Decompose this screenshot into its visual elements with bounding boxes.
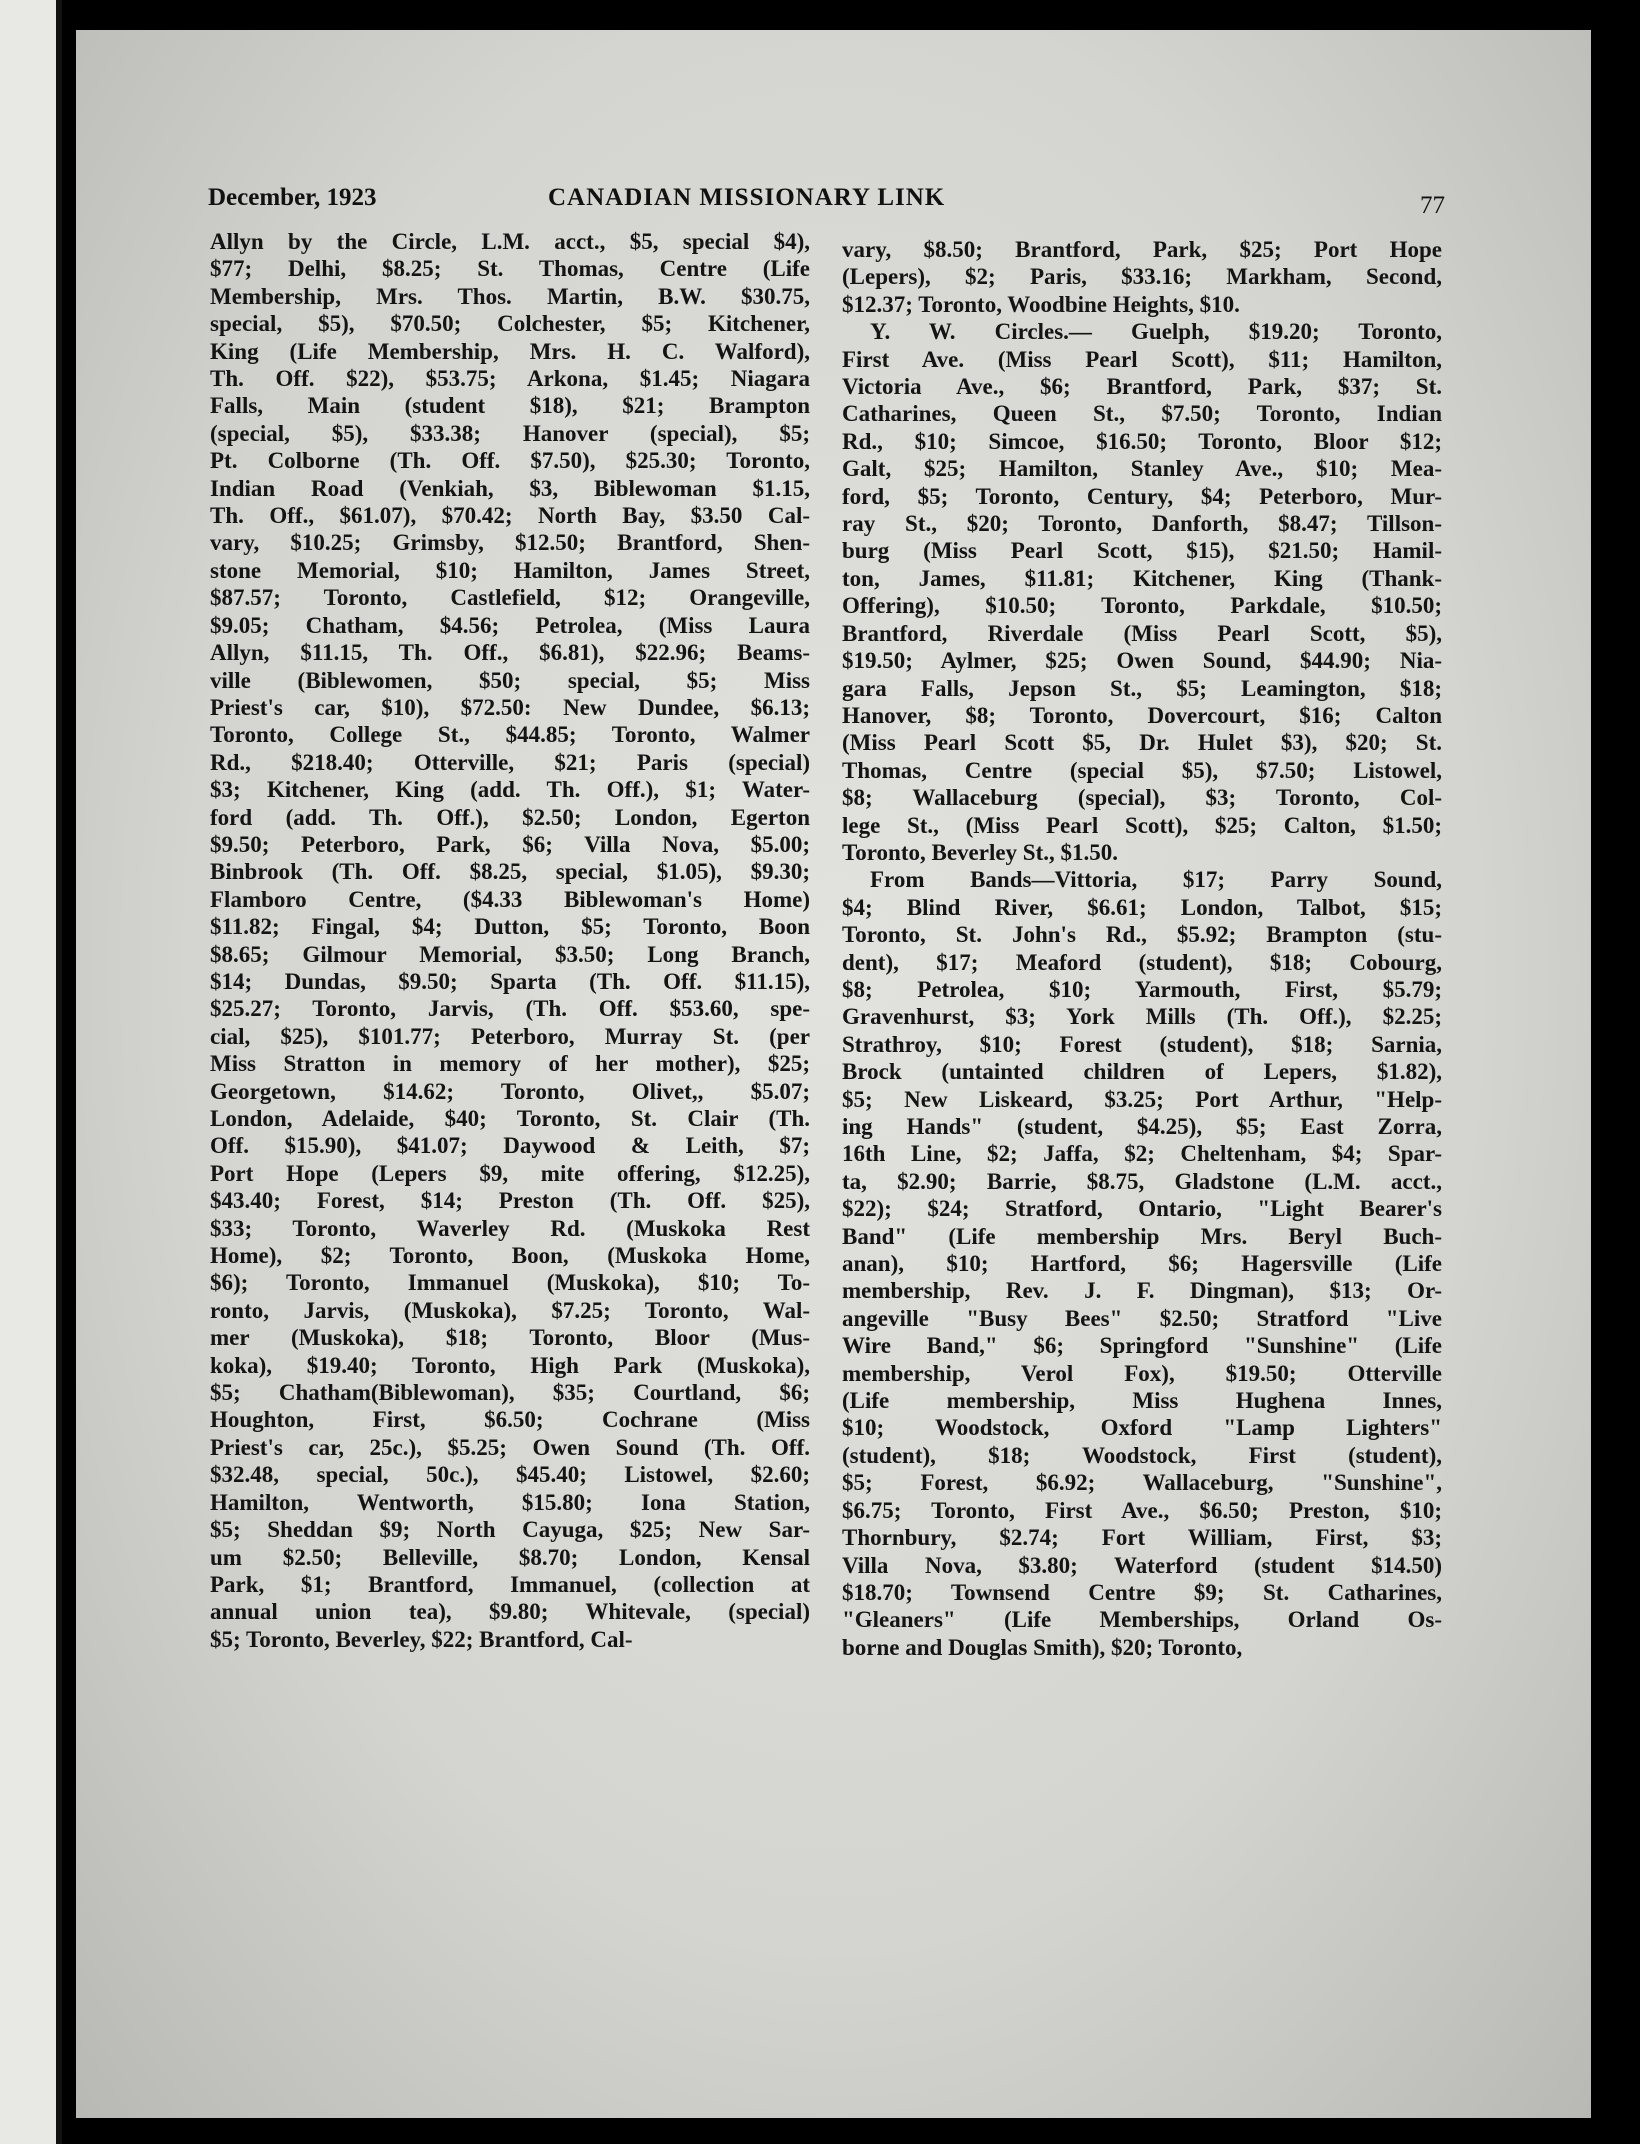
text-line: Off. $15.90), $41.07; Daywood & Leith, $7; xyxy=(210,1133,810,1159)
text-line: Pt. Colborne (Th. Off. $7.50), $25.30; Toronto, xyxy=(210,448,810,474)
text-line: Toronto, St. John's Rd., $5.92; Brampton (stu- xyxy=(842,922,1442,948)
text-line: Houghton, First, $6.50; Cochrane (Miss xyxy=(210,1407,810,1433)
book-binding-strip xyxy=(0,0,62,2144)
text-line: vary, $8.50; Brantford, Park, $25; Port Hope xyxy=(842,237,1442,262)
text-line: $5; Chatham(Biblewoman), $35; Courtland, $6; xyxy=(210,1380,810,1406)
text-line: (Life membership, Miss Hughena Innes, xyxy=(842,1388,1442,1414)
text-line: $14; Dundas, $9.50; Sparta (Th. Off. $11.15), xyxy=(210,968,810,994)
text-line: Th. Off. $22), $53.75; Arkona, $1.45; Niagara xyxy=(210,366,810,392)
text-line: angeville "Busy Bees" $2.50; Stratford "Live xyxy=(842,1305,1442,1331)
text-line: Park, $1; Brantford, Immanuel, (collection at xyxy=(210,1571,810,1597)
text-line: Toronto, Beverley St., $1.50. xyxy=(842,839,1118,865)
text-line: (student), $18; Woodstock, First (student), xyxy=(842,1442,1442,1468)
text-line: Hamilton, Wentworth, $15.80; Iona Station, xyxy=(210,1489,810,1515)
text-line: Rd., $10; Simcoe, $16.50; Toronto, Bloor $12; xyxy=(842,428,1442,454)
text-line: $5; Forest, $6.92; Wallaceburg, "Sunshine", xyxy=(842,1470,1442,1496)
text-line: $12.37; Toronto, Woodbine Heights, $10. xyxy=(842,291,1240,317)
right-scan-border xyxy=(1592,0,1640,2144)
text-line: stone Memorial, $10; Hamilton, James Street, xyxy=(210,557,810,583)
page-number: 77 xyxy=(1420,192,1445,219)
text-line: Band" (Life membership Mrs. Beryl Buch- xyxy=(842,1223,1442,1249)
text-line: $5; New Liskeard, $3.25; Port Arthur, "Help- xyxy=(842,1086,1442,1112)
text-line: $22); $24; Stratford, Ontario, "Light Bearer's xyxy=(842,1196,1442,1222)
text-line: $5; Sheddan $9; North Cayuga, $25; New Sar- xyxy=(210,1517,810,1543)
text-line: Victoria Ave., $6; Brantford, Park, $37; St. xyxy=(842,374,1442,400)
text-line: Membership, Mrs. Thos. Martin, B.W. $30.75, xyxy=(210,283,810,309)
text-line: ing Hands" (student, $4.25), $5; East Zorra, xyxy=(842,1114,1442,1139)
text-line: Priest's car, 25c.), $5.25; Owen Sound (Th. Off. xyxy=(210,1434,810,1460)
text-line: $32.48, special, 50c.), $45.40; Listowel, $2.60; xyxy=(210,1462,810,1488)
text-line: vary, $10.25; Grimsby, $12.50; Brantford, Shen- xyxy=(210,530,810,556)
text-line: $77; Delhi, $8.25; St. Thomas, Centre (Life xyxy=(210,256,810,282)
text-line: London, Adelaide, $40; Toronto, St. Clair (Th. xyxy=(210,1106,810,1131)
text-line: mer (Muskoka), $18; Toronto, Bloor (Mus- xyxy=(210,1325,810,1351)
text-line: membership, Rev. J. F. Dingman), $13; Or- xyxy=(842,1278,1442,1304)
text-line: $8.65; Gilmour Memorial, $3.50; Long Branch, xyxy=(210,941,810,967)
running-header xyxy=(136,160,1445,219)
text-line: borne and Douglas Smith), $20; Toronto, xyxy=(842,1634,1243,1660)
text-line: Home), $2; Toronto, Boon, (Muskoka Home, xyxy=(210,1243,810,1269)
text-line: ford (add. Th. Off.), $2.50; London, Egerton xyxy=(210,804,810,830)
text-line: cial, $25), $101.77; Peterboro, Murray St. (per xyxy=(210,1023,810,1049)
right-text-column xyxy=(842,236,1442,1661)
text-line: $33; Toronto, Waverley Rd. (Muskoka Rest xyxy=(210,1215,810,1241)
text-line: $3; Kitchener, King (add. Th. Off.), $1; Water- xyxy=(210,777,810,803)
text-line: Brantford, Riverdale (Miss Pearl Scott, $5), xyxy=(842,620,1442,646)
text-line: Georgetown, $14.62; Toronto, Olivet,, $5.07; xyxy=(210,1078,810,1104)
text-line: lege St., (Miss Pearl Scott), $25; Calton, $1.50; xyxy=(842,812,1442,838)
text-line: Catharines, Queen St., $7.50; Toronto, Indian xyxy=(842,401,1442,427)
text-line: "Gleaners" (Life Memberships, Orland Os- xyxy=(842,1607,1442,1633)
text-line: (Miss Pearl Scott $5, Dr. Hulet $3), $20; St. xyxy=(842,730,1442,756)
text-line: burg (Miss Pearl Scott, $15), $21.50; Hamil- xyxy=(842,538,1442,564)
text-line: Th. Off., $61.07), $70.42; North Bay, $3.50 Cal- xyxy=(210,503,810,529)
text-line: ray St., $20; Toronto, Danforth, $8.47; Tillson- xyxy=(842,511,1442,537)
text-line: $11.82; Fingal, $4; Dutton, $5; Toronto, Boon xyxy=(210,914,810,940)
text-line: $8; Petrolea, $10; Yarmouth, First, $5.79; xyxy=(842,976,1442,1002)
text-line: $6); Toronto, Immanuel (Muskoka), $10; To- xyxy=(210,1270,810,1296)
text-line: Allyn, $11.15, Th. Off., $6.81), $22.96; Beams- xyxy=(210,640,810,666)
text-line: Indian Road (Venkiah, $3, Biblewoman $1.15, xyxy=(210,475,810,501)
text-line: membership, Verol Fox), $19.50; Otterville xyxy=(842,1360,1442,1386)
text-line: ville (Biblewomen, $50; special, $5; Miss xyxy=(210,667,810,693)
text-line: Wire Band," $6; Springford "Sunshine" (Life xyxy=(842,1333,1442,1359)
text-line: dent), $17; Meaford (student), $18; Cobourg, xyxy=(842,949,1442,975)
text-line: um $2.50; Belleville, $8.70; London, Kensal xyxy=(210,1544,810,1570)
text-line: From Bands—Vittoria, $17; Parry Sound, xyxy=(870,867,1442,893)
text-line: Priest's car, $10), $72.50: New Dundee, $6.13; xyxy=(210,694,810,720)
text-line: $10; Woodstock, Oxford "Lamp Lighters" xyxy=(842,1415,1442,1441)
text-line: Rd., $218.40; Otterville, $21; Paris (special) xyxy=(210,749,810,775)
text-line: Miss Stratton in memory of her mother), $25; xyxy=(210,1051,810,1077)
text-line: Hanover, $8; Toronto, Dovercourt, $16; Calton xyxy=(842,702,1442,728)
text-line: Thornbury, $2.74; Fort William, First, $3; xyxy=(842,1525,1442,1551)
text-line: Villa Nova, $3.80; Waterford (student $14.50) xyxy=(842,1552,1442,1578)
text-line: Allyn by the Circle, L.M. acct., $5, special $4), xyxy=(210,229,810,254)
text-line: ford, $5; Toronto, Century, $4; Peterboro, Mur- xyxy=(842,483,1442,509)
text-line: $43.40; Forest, $14; Preston (Th. Off. $25), xyxy=(210,1188,810,1214)
text-line: annual union tea), $9.80; Whitevale, (special) xyxy=(210,1599,810,1625)
issue-date: December, 1923 xyxy=(208,184,377,211)
text-line: ronto, Jarvis, (Muskoka), $7.25; Toronto, Wal- xyxy=(210,1297,810,1323)
text-line: koka), $19.40; Toronto, High Park (Muskoka), xyxy=(210,1352,810,1378)
text-line: (Lepers), $2; Paris, $33.16; Markham, Second, xyxy=(842,264,1442,290)
text-line: $5; Toronto, Beverley, $22; Brantford, Cal- xyxy=(210,1626,633,1652)
text-line: $25.27; Toronto, Jarvis, (Th. Off. $53.60, spe- xyxy=(210,996,810,1022)
text-line: Thomas, Centre (special $5), $7.50; Listowel, xyxy=(842,757,1442,783)
text-line: Falls, Main (student $18), $21; Brampton xyxy=(210,393,810,419)
text-line: Strathroy, $10; Forest (student), $18; Sarnia, xyxy=(842,1031,1442,1057)
text-line: $9.50; Peterboro, Park, $6; Villa Nova, $5.00; xyxy=(210,831,810,857)
text-line: King (Life Membership, Mrs. H. C. Walford), xyxy=(210,338,810,364)
text-line: ton, James, $11.81; Kitchener, King (Thank- xyxy=(842,565,1442,591)
publication-title: CANADIAN MISSIONARY LINK xyxy=(548,184,946,211)
text-line: Toronto, College St., $44.85; Toronto, Walmer xyxy=(210,722,810,748)
text-line: $19.50; Aylmer, $25; Owen Sound, $44.90; Nia- xyxy=(842,648,1442,674)
text-line: $4; Blind River, $6.61; London, Talbot, $15; xyxy=(842,894,1442,920)
text-line: $9.05; Chatham, $4.56; Petrolea, (Miss Laura xyxy=(210,612,810,638)
text-line: (special, $5), $33.38; Hanover (special), $5; xyxy=(210,420,810,446)
text-line: Port Hope (Lepers $9, mite offering, $12.25), xyxy=(210,1160,810,1186)
text-line: special, $5), $70.50; Colchester, $5; Kitchener, xyxy=(210,311,810,337)
text-line: Gravenhurst, $3; York Mills (Th. Off.), $2.25; xyxy=(842,1004,1442,1030)
text-line: Galt, $25; Hamilton, Stanley Ave., $10; Mea- xyxy=(842,456,1442,482)
text-line: $6.75; Toronto, First Ave., $6.50; Preston, $10; xyxy=(842,1497,1442,1523)
text-line: $87.57; Toronto, Castlefield, $12; Orangeville, xyxy=(210,585,810,611)
text-line: First Ave. (Miss Pearl Scott), $11; Hamilton, xyxy=(842,346,1442,372)
text-line: 16th Line, $2; Jaffa, $2; Cheltenham, $4; Spar- xyxy=(842,1141,1442,1167)
text-line: Y. W. Circles.— Guelph, $19.20; Toronto, xyxy=(870,319,1442,345)
text-line: Flamboro Centre, ($4.33 Biblewoman's Home) xyxy=(210,886,810,912)
left-text-column xyxy=(210,228,810,1653)
text-line: Offering), $10.50; Toronto, Parkdale, $10.50; xyxy=(842,593,1442,619)
text-line: Binbrook (Th. Off. $8.25, special, $1.05), $9.30; xyxy=(210,859,810,885)
text-line: ta, $2.90; Barrie, $8.75, Gladstone (L.M. acct., xyxy=(842,1168,1442,1194)
text-line: Brock (untainted children of Lepers, $1.82), xyxy=(842,1059,1442,1085)
text-line: gara Falls, Jepson St., $5; Leamington, $18; xyxy=(842,675,1442,701)
text-line: anan), $10; Hartford, $6; Hagersville (Life xyxy=(842,1251,1442,1277)
text-line: $8; Wallaceburg (special), $3; Toronto, Col- xyxy=(842,785,1442,811)
text-line: $18.70; Townsend Centre $9; St. Catharines, xyxy=(842,1579,1442,1605)
